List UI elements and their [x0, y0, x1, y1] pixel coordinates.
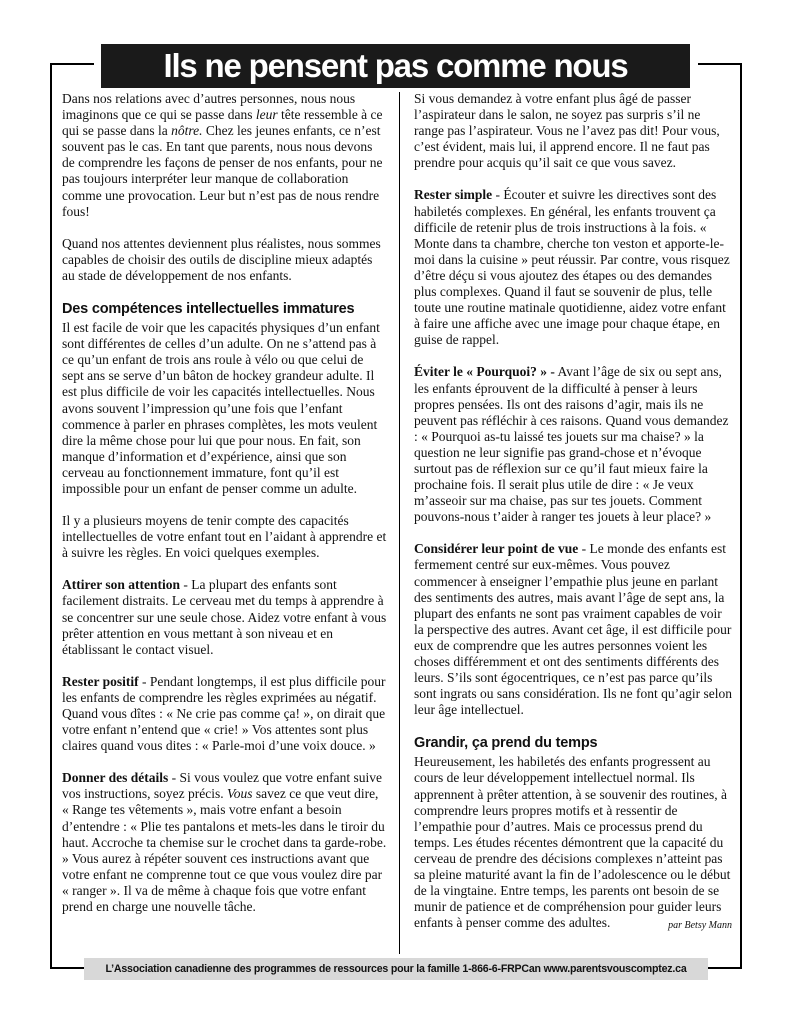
section-heading: Grandir, ça prend du temps: [414, 735, 598, 752]
frame-line: [698, 63, 742, 65]
footer-bar: L’Association canadienne des programmes de ressources pour la famille 1-866-6-FRPCan www.parentsvouscomptez.ca: [84, 958, 708, 980]
frame-line: [740, 63, 742, 968]
frame-line: [708, 967, 742, 969]
tip-paragraph: Attirer son attention - La plupart des enfants sont facilement distraits. Le cerveau met du temps à apprendre à se concentrer sur une seule chose. Aidez votre enfant à vous prêter attention en vous mettant à son niveau et en établissant le contact visuel.: [62, 577, 387, 657]
section-heading: Des compétences intellectuelles immatures: [62, 301, 355, 318]
frame-line: [50, 63, 52, 968]
body-paragraph: Il est facile de voir que les capacités physiques d’un enfant sont différentes de celles d’un adulte. On ne s’attend pas à ce qu’un enfant de trois ans roule à vélo ou que celui de sept ans se serve d’un bâton de hockey grandeur adulte. Il est plus difficile de voir les capacités intellectuelles. Nous avons souvent l’impression qu’une fois que l’enfant commence à parler en phrases complètes, les mots veulent dire la même chose pour lui que pour nous. En fait, son manque d’information et d’expérience, ainsi que son cerveau au fonctionnement immature, font qu’il est impossible pour un enfant de penser comme un adulte.: [62, 320, 380, 496]
body-paragraph: Si vous demandez à votre enfant plus âgé de passer l’aspirateur dans le salon, ne soyez pas surpris s’il ne range pas l’aspirateur. Vous ne l’avez pas dit! Pour vous, c’est évident, mais lui, il apprend encore. Il ne faut pas prendre pour acquis qu’il sait ce que vous savez.: [414, 91, 720, 171]
tip-paragraph: Considérer leur point de vue - Le monde des enfants est fermement centré sur eux-mêmes. Vous pouvez commencer à enseigner l’empathie plus jeune en parlant des sentiments des autres, mais avant l’âge de sept ans, la plupart des enfants ne sont pas vraiment capables de voir la perspective des autres. Avant cet âge, il est difficile pour eux de comprendre que les autres personnes voient les choses différemment et ont des sentiments différents des leurs. S’ils sont égocentriques, ce n’est pas parce qu’ils sont ingrats ou sans considération. Ils ne font qu’agir selon leur âge intellectuel.: [414, 541, 732, 718]
body-paragraph: Il y a plusieurs moyens de tenir compte des capacités intellectuelles de votre enfant tout en l’aidant à apprendre et à suivre les règles. En voici quelques exemples.: [62, 513, 387, 561]
tip-paragraph: Donner des détails - Si vous voulez que votre enfant suive vos instructions, soyez précis. Vous savez ce que veut dire, « Range tes vêtements », mais votre enfant a besoin d’entendre : « Plie tes pantalons et mets-les dans le tiroir du haut. Accroche ta chemise sur le crochet dans ta garde-robe. » Vous aurez à répéter souvent ces instructions avant que votre enfant ne comprenne tout ce que vous voulez dire par « ranger ». Il va de même à chaque fois que votre enfant prend en charge une nouvelle tâche.: [62, 770, 387, 915]
tip-paragraph: Rester positif - Pendant longtemps, il est plus difficile pour les enfants de comprendre les règles exprimées au négatif. Quand vous dîtes : « Ne crie pas comme ça! », on dirait que votre enfant n’entend que « crie! » Vos attentes sont plus claires quand vous dites : « Parle-moi d’une voix douce. »: [62, 673, 386, 754]
column-divider: [399, 92, 400, 954]
body-paragraph: Heureusement, les habiletés des enfants progressent au cours de leur développement intellectuel normal. Ils apprennent à prêter attention, à se souvenir des routines, à comprendre leurs propres motifs et à ressentir de l’empathie pour d’autres. Mais ce processus prend du temps. Les études récentes démontrent que la capacité du cerveau de prendre des décisions complexes n’atteint pas sa pleine maturité avant la fin de l’adolescence ou le début de la vingtaine. Entre temps, les parents ont besoin de se munir de patience et de compréhension pour guider leurs enfants à penser comme des adultes. par Betsy Mann: [414, 754, 732, 931]
right-column: [414, 91, 732, 947]
left-column: [62, 91, 387, 931]
tip-paragraph: Rester simple - Écouter et suivre les directives sont des habiletés complexes. En général, les enfants trouvent ça difficile de retenir plus de trois instructions à la fois. « Monte dans ta chambre, cherche ton veston et apporte-le-moi dans la cuisine » peut réussir. Par contre, vous risquez d’être déçu si vous ajoutez des étapes ou des demandes plus complexes. Quand il faut se souvenir de plus, telle toute une routine matinale quotidienne, aidez votre enfant à faire une affiche avec une image pour chaque étape, en guise de rappel.: [414, 187, 730, 348]
author-byline: par Betsy Mann: [668, 920, 732, 932]
tip-paragraph: Éviter le « Pourquoi? » - Avant l’âge de six ou sept ans, les enfants éprouvent de la difficulté à penser à leurs propres pensées. Ils ont des raisons d’agir, mais ils ne peuvent pas réfléchir à ces raisons. Quand vous demandez : « Pourquoi as-tu laissé tes jouets sur ma chaise? » la question ne leur signifie pas grand-chose et n’évoque surtout pas de réflexion sur ce qu’il faut mieux faire la prochaine fois. Il serait plus utile de dire : « Je veux m’asseoir sur ma chaise, pas sur tes jouets. Comment pouvons-nous t’aider à ranger tes jouets à leur place? »: [414, 364, 729, 525]
frame-line: [50, 63, 94, 65]
intro-paragraph: Dans nos relations avec d’autres personnes, nous nous imaginons que ce qui se passe dans leur tête ressemble à ce qui se passe dans la nôtre. Chez les jeunes enfants, ce n’est souvent pas le cas. En tant que parents, nous nous devons de comprendre les façons de penser de nos enfants, pour ne pas toujours interpréter leur manque de collaboration comme une provocation. Leur but n’est pas de nous rendre fous!: [62, 91, 383, 219]
intro-paragraph: Quand nos attentes deviennent plus réalistes, nous sommes capables de choisir des outils de discipline mieux adaptés au stade de développement de nos enfants.: [62, 235, 381, 283]
page-title: Ils ne pensent pas comme nous: [101, 44, 690, 88]
